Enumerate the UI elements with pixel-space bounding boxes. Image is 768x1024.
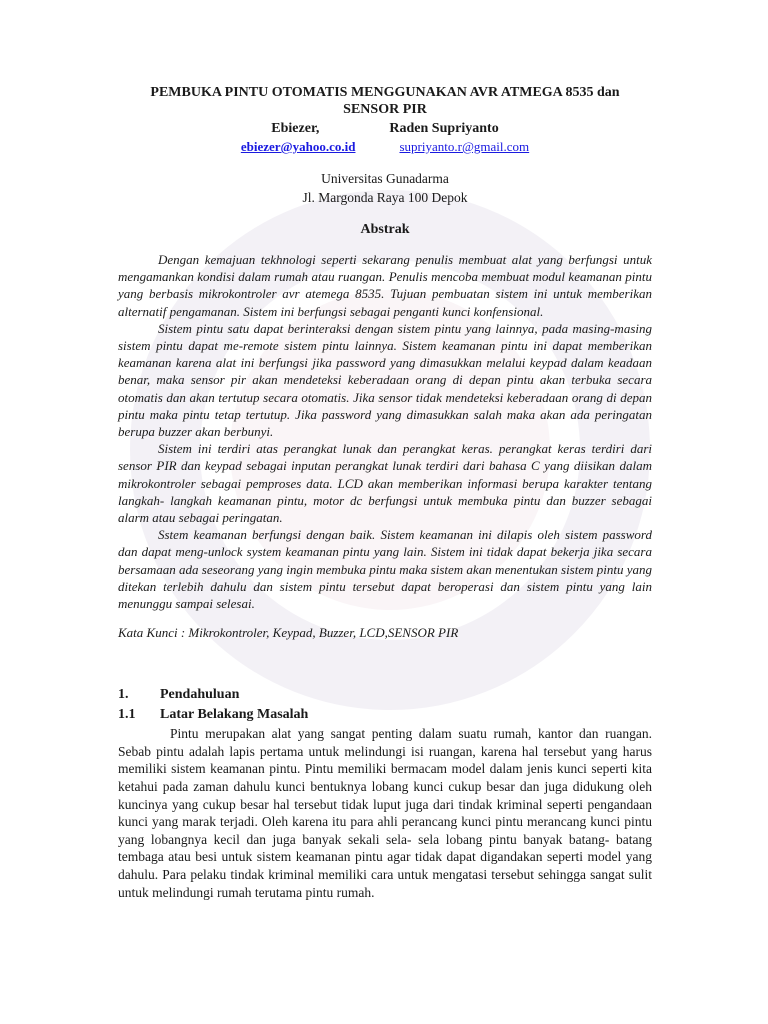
abstract-heading: Abstrak	[360, 222, 410, 237]
author-2: Raden Supriyanto	[389, 121, 499, 136]
email-line	[118, 138, 652, 155]
section-heading-1-1	[118, 705, 652, 725]
subsection-number: 1.1	[118, 707, 136, 723]
email-link-1[interactable]: ebiezer@yahoo.co.id	[240, 139, 356, 154]
abstract	[118, 251, 652, 612]
abstract-paragraph: Sistem ini terdiri atas perangkat lunak dan perangkat keras. perangkat keras terdiri dari sensor PIR dan keypad sebagai inputan perangkat lunak terdiri dari bahasa C yang diisikan dalam mikrokontroler sebagai pemproses data. LCD akan memberikan informasi berupa karakter tentang langkah- langkah keamanan pintu, motor dc berfungsi untuk membuka pintu dan buzzer sebagai alarm atau sebagai peringatan.	[118, 441, 652, 526]
affiliation-block	[118, 169, 652, 207]
title-line-2: SENSOR PIR	[343, 102, 427, 117]
subsection-title: Latar Belakang Masalah	[160, 707, 309, 723]
affiliation: Universitas Gunadarma	[321, 171, 449, 186]
section-title: Pendahuluan	[160, 687, 240, 703]
paper-title	[118, 84, 652, 118]
abstract-paragraph: Sstem keamanan berfungsi dengan baik. Sistem keamanan ini dilapis oleh sistem password dan dapat meng-unlock system keamanan pintu yang lain. Sistem ini tidak dapat bekerja jika secara bersamaan ada seseorang yang ingin membuka pintu maka sistem akan menentukan sistem pintu yang ditekan terlebih dahulu dan sistem pintu tersebut dapat beroperasi dan sistem pintu yang lain menunggu sampai selesai.	[118, 527, 653, 612]
address: Jl. Margonda Raya 100 Depok	[302, 190, 468, 205]
abstract-paragraph: Dengan kemajuan tekhnologi seperti sekarang penulis membuat alat yang berfungsi untuk mengamankan kondisi dalam rumah atau ruangan. Penulis mencoba membuat modul keamanan pintu yang berbasis mikrokontroler avr atemega 8535. Tujuan pembuatan sistem ini untuk memberikan alternatif pengamanan. Sistem ini berfungsi sebagai penganti kunci konfensional.	[118, 252, 652, 319]
section-number: 1.	[118, 687, 129, 703]
title-line-1: PEMBUKA PINTU OTOMATIS MENGGUNAKAN AVR ATMEGA 8535 dan	[150, 85, 620, 100]
author-line	[118, 120, 652, 138]
author-1: Ebiezer,	[271, 121, 320, 136]
section-heading-1	[118, 685, 652, 705]
body-paragraph: Pintu merupakan alat yang sangat penting dalam suatu rumah, kantor dan ruangan. Sebab pintu adalah lapis pertama untuk melindungi isi ruangan, karena hal tersebut yang harus memiliki sistem keamanan pintu. Pintu memiliki bermacam model dalam jenis kunci seperti kita ketahui pada zaman dahulu kunci bentuknya lobang kunci cukup besar dan juga didukung oleh kuncinya yang cukup besar hal tersebut tidak luput juga dari tindak kriminal seperti pengandaan kunci yang marak terjadi. Oleh karena itu para ahli perancang kunci pintu merancang kunci pintu yang lobangnya kecil dan juga banyak sekali sela- sela lobang pintu banyak batang- batang tembaga atau besi untuk sistem keamanan pintu agar tidak dapat digandakan seperti model yang dahulu. Para pelaku tindak kriminal memiliki cara untuk mengatasi tersebut sehingga sangat sulit untuk melindungi rumah terutama pintu rumah.	[118, 726, 652, 900]
keywords: Kata Kunci : Mikrokontroler, Keypad, Buzzer, LCD,SENSOR PIR	[118, 625, 459, 641]
email-link-2[interactable]: supriyanto.r@gmail.com	[399, 139, 530, 154]
paper-content	[118, 84, 652, 901]
abstract-paragraph: Sistem pintu satu dapat berinteraksi dengan sistem pintu yang lainnya, pada masing-masing sistem pintu dapat me-remote sistem pintu lainnya. Sistem keamanan pintu ini dapat memberikan keamanan karena alat ini berfungsi jika password yang dimasukkan melalui keypad dalam keadaan benar, maka sensor pir akan mendeteksi keberadaan orang di depan pintu akan terbuka secara otomatis dan akan tertutup secara otomatis. Jika sensor tidak mendeteksi keberadaan orang di depan pintu maka pintu tetap tertutup. Jika password yang dimasukkan salah maka akan ada peringatan berupa buzzer akan berbunyi.	[118, 320, 652, 440]
